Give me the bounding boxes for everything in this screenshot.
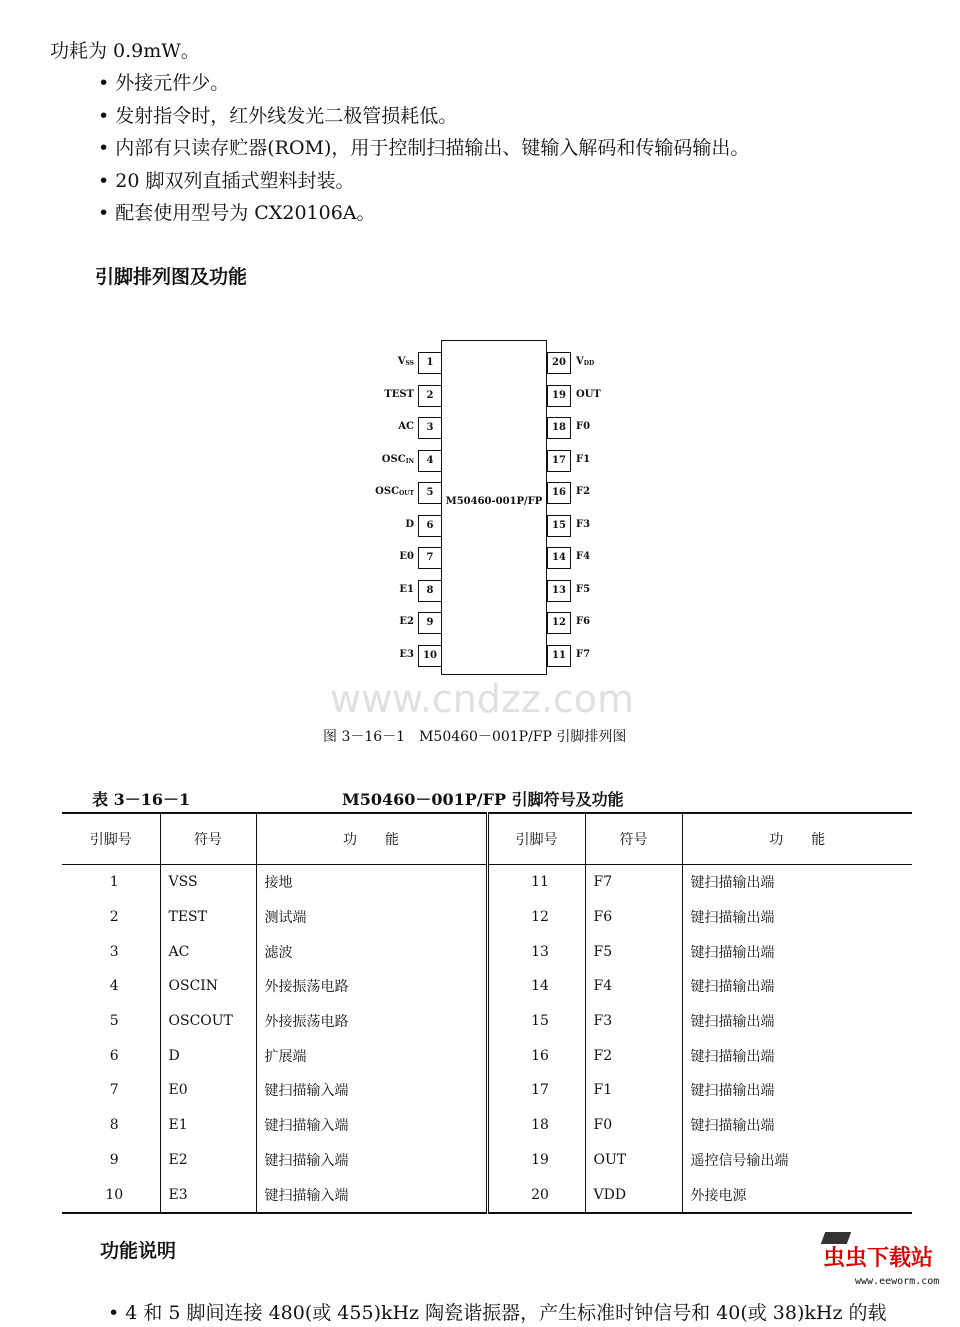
pin-name: F1: [576, 453, 591, 465]
pin-name: F7: [576, 648, 591, 660]
table-row: [62, 1038, 912, 1073]
table-row: [62, 969, 912, 1004]
table-cell: 5: [62, 1004, 160, 1039]
table-row: [62, 1143, 912, 1178]
table-cell: TEST: [160, 900, 256, 935]
table-row: [62, 934, 912, 969]
table-cell: 6: [62, 1038, 160, 1073]
table-number: 表 3－16－1: [92, 790, 191, 809]
pin-number-box: 19: [547, 385, 571, 407]
table-cell: 13: [487, 934, 585, 969]
table-cell: F5: [585, 934, 682, 969]
pin-name: OUT: [576, 388, 601, 400]
table-title: M50460－001P/FP 引脚符号及功能: [342, 790, 624, 809]
body-paragraph: • 4 和 5 脚间连接 480(或 455)kHz 陶瓷谐振器，产生标准时钟信号和 40(或 38)kHz 的载: [108, 1302, 887, 1324]
table-cell: 20: [487, 1177, 585, 1213]
table-cell: 15: [487, 1004, 585, 1039]
pin-name: AC: [398, 421, 414, 432]
pin-label: [399, 584, 414, 595]
ic-chip-body: [441, 340, 547, 675]
pin-label: [576, 584, 590, 595]
table-cell: 滤波: [256, 934, 487, 969]
pin-label: [399, 616, 414, 627]
logo-text: 虫虫下载站: [823, 1245, 934, 1271]
table-row: [62, 865, 912, 900]
pin-label: [576, 551, 590, 562]
pin-number-box: 7: [418, 547, 442, 569]
bullet-item: • 发射指令时，红外线发光二极管损耗低。: [98, 105, 458, 127]
table-row: [62, 1004, 912, 1039]
header-pin-number: 引脚号: [62, 813, 160, 865]
pin-number-box: 6: [418, 515, 442, 537]
intro-line: 功耗为 0.9mW。: [50, 40, 200, 62]
pin-name: E1: [399, 583, 414, 595]
table-cell: 外接振荡电路: [256, 1004, 487, 1039]
pin-name: F0: [576, 421, 591, 432]
figure-caption: 图 3－16－1 M50460－001P/FP 引脚排列图: [323, 729, 627, 745]
pin-number-box: 14: [547, 547, 571, 569]
table-cell: OSCOUT: [160, 1004, 256, 1039]
table-cell: VSS: [160, 865, 256, 900]
table-cell: 测试端: [256, 900, 487, 935]
table-cell: F6: [585, 900, 682, 935]
pin-number-box: 9: [418, 612, 442, 634]
table-row: [62, 1177, 912, 1213]
table-cell: 遥控信号输出端: [690, 1152, 789, 1169]
table-cell: 键扫描输出端: [690, 910, 775, 927]
pin-name: V: [576, 356, 584, 367]
table-cell: 键扫描输入端: [256, 1073, 487, 1108]
pin-label: [375, 486, 414, 497]
header-symbol: 符号: [160, 813, 256, 865]
table-cell: 4: [62, 969, 160, 1004]
table-cell: D: [160, 1038, 256, 1073]
table-cell: F4: [585, 969, 682, 1004]
table-cell: 扩展端: [256, 1038, 487, 1073]
pin-name: F3: [576, 518, 591, 530]
table-cell: F0: [585, 1108, 682, 1143]
pin-name: V: [397, 356, 406, 367]
header-function: 功 能: [256, 813, 487, 865]
chip-label: M50460-001P/FP: [445, 496, 543, 507]
table-cell: 3: [62, 934, 160, 969]
pin-number-box: 12: [547, 612, 571, 634]
pin-name: E2: [399, 616, 414, 627]
table-cell: 9: [62, 1143, 160, 1178]
table-cell: 8: [62, 1108, 160, 1143]
pin-name: F4: [576, 551, 591, 562]
table-cell: 外接电源: [690, 1187, 747, 1204]
pin-label: [399, 649, 414, 660]
pin-number-box: 2: [418, 385, 442, 407]
table-cell: AC: [160, 934, 256, 969]
pin-subscript: DD: [583, 360, 595, 367]
table-cell: E0: [160, 1073, 256, 1108]
pin-label: [576, 616, 590, 627]
section-heading: 功能说明: [100, 1240, 177, 1262]
bullet-item: • 内部有只读存贮器(ROM)，用于控制扫描输出、键输入解码和传输码输出。: [98, 137, 750, 159]
pin-label: [576, 486, 590, 497]
table-cell: VDD: [585, 1177, 682, 1213]
pin-name: F5: [576, 583, 591, 595]
table-cell: E3: [160, 1177, 256, 1213]
table-cell: 键扫描输入端: [256, 1143, 487, 1178]
table-cell: 16: [487, 1038, 585, 1073]
pin-name: F6: [576, 616, 591, 627]
pin-label: [576, 389, 601, 400]
table-row: [62, 1073, 912, 1108]
site-logo: [815, 1232, 960, 1292]
pin-number-box: 1: [418, 352, 442, 374]
pin-name: E3: [399, 648, 414, 660]
pin-label: [405, 519, 414, 530]
bullet-item: • 20 脚双列直插式塑料封装。: [98, 170, 355, 192]
table-cell: F1: [585, 1073, 682, 1108]
pin-label: [399, 551, 414, 562]
table-cell: E2: [160, 1143, 256, 1178]
graduation-cap-icon: [821, 1232, 851, 1244]
pin-number-box: 11: [547, 645, 571, 667]
table-cell: 键扫描输出端: [690, 979, 775, 996]
pin-name: TEST: [384, 388, 414, 400]
table-row: [62, 1108, 912, 1143]
pin-name: F2: [576, 486, 591, 497]
pin-number-box: 15: [547, 515, 571, 537]
table-cell: 键扫描输出端: [690, 944, 775, 961]
pin-function-table: [62, 812, 912, 1214]
pin-label: [576, 421, 590, 432]
pin-number-box: 18: [547, 417, 571, 439]
pin-label: [576, 649, 590, 660]
table-cell: 键扫描输出端: [690, 1083, 775, 1100]
table-cell: 18: [487, 1108, 585, 1143]
pin-label: [398, 356, 414, 367]
table-cell: OSCIN: [160, 969, 256, 1004]
pin-subscript: OUT: [399, 490, 414, 497]
watermark: www.cndzz.com: [330, 677, 635, 721]
logo-url: www.eeworm.com: [855, 1276, 940, 1287]
pin-label: [576, 454, 590, 465]
table-cell: 12: [487, 900, 585, 935]
pin-name: D: [405, 518, 414, 530]
table-cell: 键扫描输入端: [256, 1177, 487, 1213]
pin-number-box: 5: [418, 482, 442, 504]
table-cell: 19: [487, 1143, 585, 1178]
table-cell: 11: [487, 865, 585, 900]
header-pin-number: 引脚号: [487, 813, 585, 865]
pin-subscript: IN: [405, 457, 414, 465]
bullet-item: • 外接元件少。: [98, 72, 230, 94]
table-cell: 键扫描输出端: [690, 1048, 775, 1065]
table-cell: 外接振荡电路: [256, 969, 487, 1004]
header-function: 功 能: [682, 813, 912, 865]
table-cell: OUT: [585, 1143, 682, 1178]
table-cell: 17: [487, 1073, 585, 1108]
table-cell: F2: [585, 1038, 682, 1073]
pin-number-box: 3: [418, 417, 442, 439]
pin-name: OSC: [381, 453, 406, 465]
table-cell: 1: [62, 865, 160, 900]
pin-subscript: SS: [405, 360, 414, 367]
pin-name: OSC: [375, 486, 400, 497]
table-cell: F3: [585, 1004, 682, 1039]
pin-number-box: 13: [547, 580, 571, 602]
pin-label: [382, 454, 414, 465]
pin-number-box: 16: [547, 482, 571, 504]
table-cell: E1: [160, 1108, 256, 1143]
table-cell: 接地: [256, 865, 487, 900]
table-cell: 键扫描输入端: [256, 1108, 487, 1143]
table-row: [62, 900, 912, 935]
pin-number-box: 8: [418, 580, 442, 602]
table-cell: 键扫描输出端: [690, 1118, 775, 1135]
header-symbol: 符号: [585, 813, 682, 865]
table-cell: 7: [62, 1073, 160, 1108]
pin-label: [576, 519, 590, 530]
table-cell: 键扫描输出端: [690, 875, 775, 892]
pin-label: [576, 356, 594, 367]
pin-number-box: 4: [418, 450, 442, 472]
pin-label: [398, 421, 414, 432]
table-cell: 2: [62, 900, 160, 935]
pin-name: E0: [399, 551, 414, 562]
table-cell: 14: [487, 969, 585, 1004]
pin-number-box: 20: [547, 352, 571, 374]
table-cell: 键扫描输出端: [690, 1014, 775, 1031]
table-cell: 10: [62, 1177, 160, 1213]
pin-number-box: 17: [547, 450, 571, 472]
section-heading: 引脚排列图及功能: [95, 266, 248, 288]
bullet-item: • 配套使用型号为 CX20106A。: [98, 202, 376, 224]
pin-number-box: 10: [418, 645, 442, 667]
pin-label: [384, 389, 414, 400]
table-cell: F7: [585, 865, 682, 900]
